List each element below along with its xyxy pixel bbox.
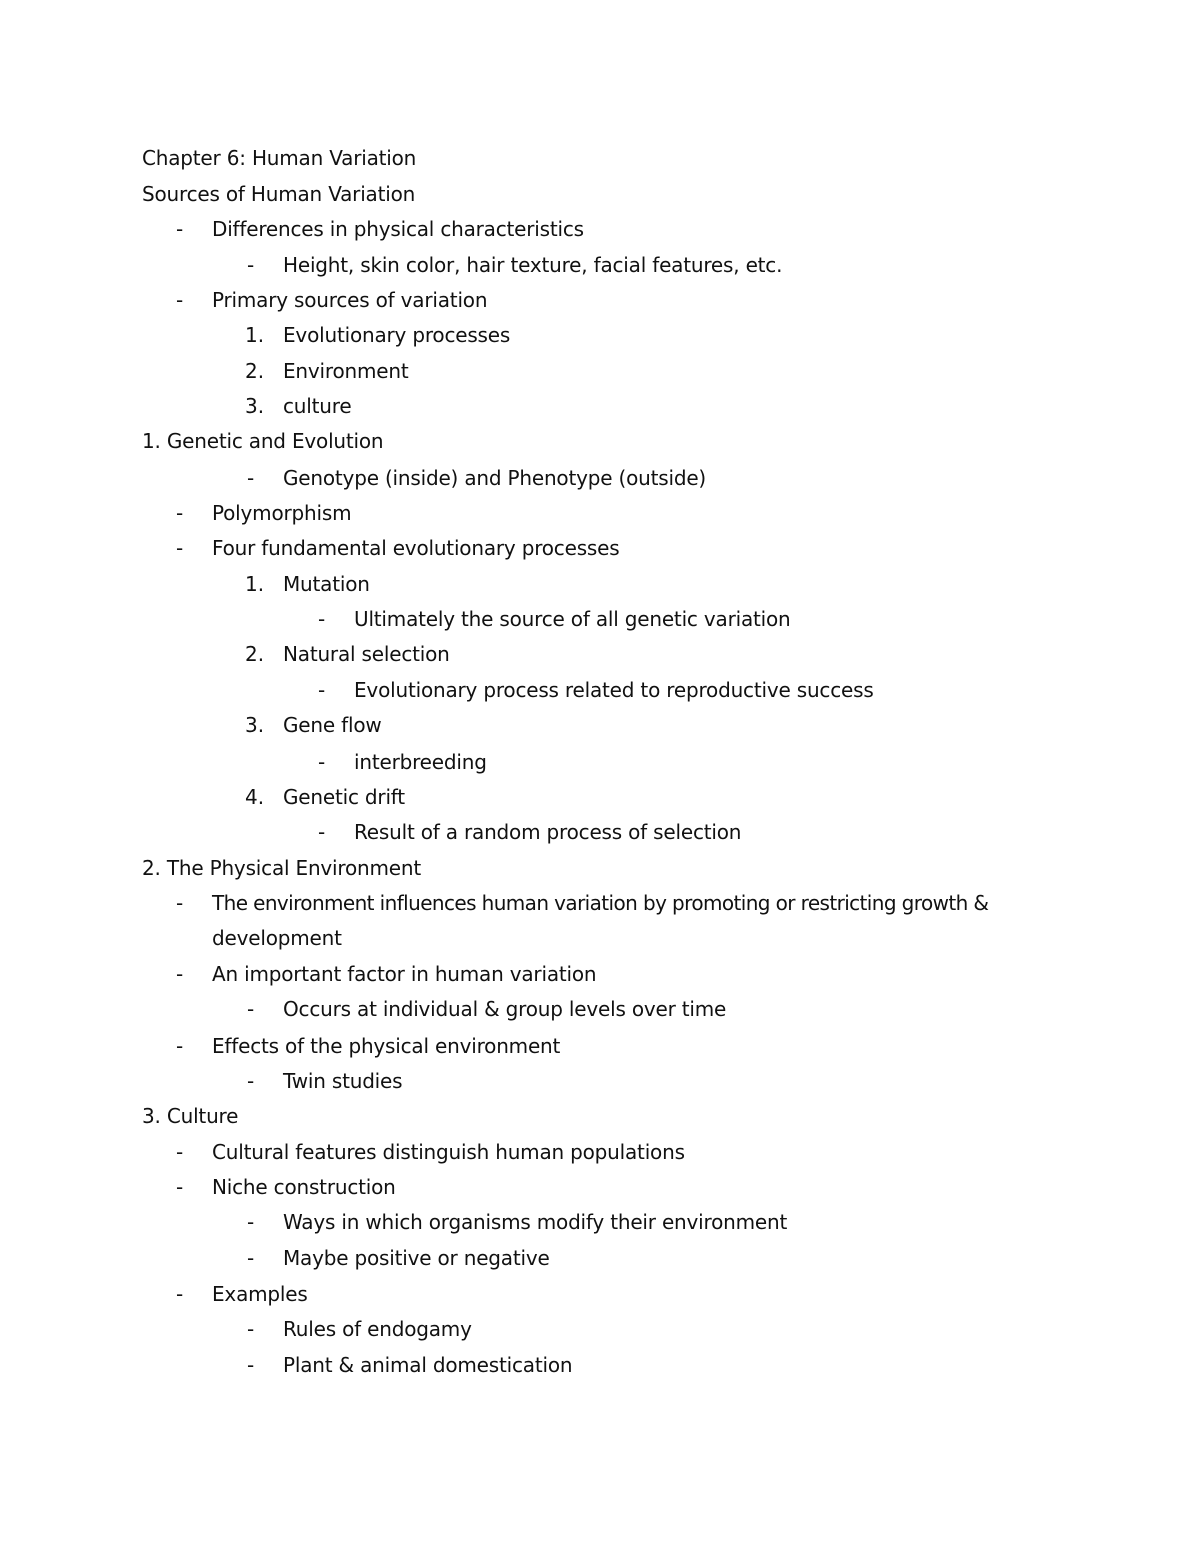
- list-item-text: Evolutionary processes: [283, 323, 511, 347]
- list-item-text: Genetic drift: [283, 785, 405, 809]
- list-item-text: The environment influences human variation by promoting or restricting growth &: [212, 891, 989, 915]
- chapter-title: Chapter 6: Human Variation: [142, 146, 417, 170]
- list-item-text: Gene flow: [283, 713, 382, 737]
- list-item-text: Cultural features distinguish human populations: [212, 1140, 685, 1164]
- list-marker: -: [176, 962, 184, 986]
- list-item-text: Height, skin color, hair texture, facial features, etc.: [283, 253, 783, 277]
- list-item-text: Genotype (inside) and Phenotype (outside): [283, 466, 707, 490]
- list-marker: 4.: [245, 785, 265, 809]
- list-marker: -: [247, 1210, 255, 1234]
- list-marker: 1.: [245, 323, 265, 347]
- list-marker: 1.: [245, 572, 265, 596]
- list-item-text: Polymorphism: [212, 501, 352, 525]
- list-item-text: Twin studies: [283, 1069, 403, 1093]
- list-marker: -: [318, 678, 326, 702]
- list-item-text: Ways in which organisms modify their environment: [283, 1210, 788, 1234]
- list-item-text: Plant & animal domestication: [283, 1353, 573, 1377]
- list-marker: -: [176, 217, 184, 241]
- list-marker: -: [176, 501, 184, 525]
- list-marker: -: [247, 997, 255, 1021]
- list-item-text: Result of a random process of selection: [354, 820, 742, 844]
- list-item-text: Primary sources of variation: [212, 288, 488, 312]
- list-item-text: Evolutionary process related to reproductive success: [354, 678, 874, 702]
- list-marker: -: [247, 1353, 255, 1377]
- list-marker: -: [176, 1282, 184, 1306]
- section-heading-sources: Sources of Human Variation: [142, 182, 416, 206]
- list-item-text: culture: [283, 394, 352, 418]
- list-item-text: Differences in physical characteristics: [212, 217, 584, 241]
- section-heading-environment: 2. The Physical Environment: [142, 856, 422, 880]
- list-item-text: Examples: [212, 1282, 308, 1306]
- list-marker: -: [318, 820, 326, 844]
- list-item-text: Ultimately the source of all genetic variation: [354, 607, 791, 631]
- section-heading-culture: 3. Culture: [142, 1104, 239, 1128]
- list-item-text: Occurs at individual & group levels over time: [283, 997, 727, 1021]
- list-item-text: development: [212, 926, 342, 950]
- list-item-text: Niche construction: [212, 1175, 396, 1199]
- list-item-text: Environment: [283, 359, 409, 383]
- list-marker: 3.: [245, 394, 265, 418]
- list-marker: -: [247, 253, 255, 277]
- list-item-text: Effects of the physical environment: [212, 1034, 561, 1058]
- list-marker: 2.: [245, 642, 265, 666]
- list-marker: -: [176, 1175, 184, 1199]
- list-item-text: Maybe positive or negative: [283, 1246, 550, 1270]
- list-marker: 3.: [245, 713, 265, 737]
- list-marker: -: [176, 1034, 184, 1058]
- list-item-text: Natural selection: [283, 642, 450, 666]
- list-marker: -: [247, 1317, 255, 1341]
- list-item-text: An important factor in human variation: [212, 962, 597, 986]
- list-marker: -: [176, 891, 184, 915]
- list-marker: -: [318, 750, 326, 774]
- list-marker: 2.: [245, 359, 265, 383]
- list-marker: -: [247, 1246, 255, 1270]
- list-item-text: Mutation: [283, 572, 370, 596]
- section-heading-genetic: 1. Genetic and Evolution: [142, 429, 384, 453]
- list-item-text: Four fundamental evolutionary processes: [212, 536, 620, 560]
- list-marker: -: [318, 607, 326, 631]
- list-marker: -: [247, 466, 255, 490]
- list-marker: -: [176, 288, 184, 312]
- list-marker: -: [247, 1069, 255, 1093]
- list-item-text: Rules of endogamy: [283, 1317, 472, 1341]
- list-item-text: interbreeding: [354, 750, 487, 774]
- list-marker: -: [176, 536, 184, 560]
- list-marker: -: [176, 1140, 184, 1164]
